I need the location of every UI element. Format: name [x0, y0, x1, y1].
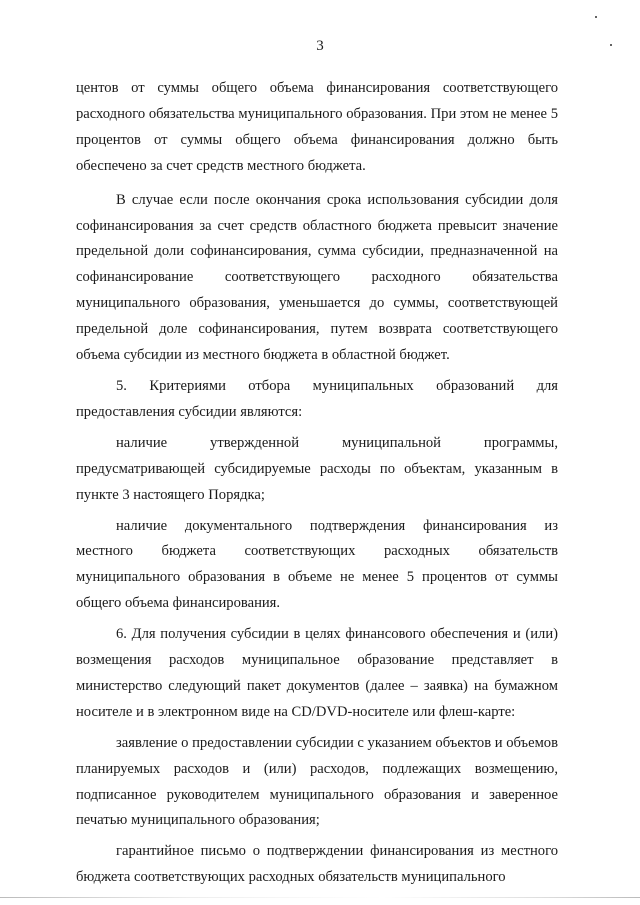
paragraph-selection-criteria: 5. Критериями отбора муниципальных образований для предоставления субсидии являются:: [76, 377, 558, 420]
paragraph-guarantee-letter: гарантийное письмо о подтверждении финансирования из местного бюджета соответствующих расходных обязательств муниципального: [76, 843, 558, 886]
paragraph-continuation: центов от суммы общего объема финансирования соответствующего расходного обязательства муниципального образования. При этом не менее 5 процентов от суммы общего объема финансирования должно быть обеспечено за счет средств местного бюджета.: [76, 80, 558, 174]
scan-speck: [595, 16, 597, 18]
paragraph-application-package: 6. Для получения субсидии в целях финансового обеспечения и (или) возмещения расходов муниципальное образование представляет в министерство следующий пакет документов (далее – заявка) на бумажном носителе и в электронном виде на CD/DVD-носителе или флеш-карте:: [76, 626, 558, 720]
paragraph-application-statement: заявление о предоставлении субсидии с указанием объектов и объемов планируемых расходов и (или) расходов, подлежащих возмещению, подписанное руководителем муниципального образования и заверенное печатью муниципального образования;: [76, 734, 558, 829]
scan-edge-line: [0, 897, 640, 898]
paragraph-criterion-funding: наличие документального подтверждения финансирования из местного бюджета соответствующих расходных обязательств муниципального образования в объеме не менее 5 процентов от суммы общего объема финансирования.: [76, 517, 558, 612]
page-number: 3: [316, 38, 324, 54]
paragraph-criterion-program: наличие утвержденной муниципальной программы, предусматривающей субсидируемые расходы по объектам, указанным в пункте 3 настоящего Порядка;: [76, 434, 558, 503]
paragraph-cofinancing-return: В случае если после окончания срока использования субсидии доля софинансирования за счет средств областного бюджета превысит значение предельной доли софинансирования, сумма субсидии, предназначенной на софинансирование соответствующего расходного обязательства муниципального образования, уменьшается до суммы, соответствующей предельной доле софинансирования, путем возврата соответствующего объема субсидии из местного бюджета в областной бюджет.: [76, 191, 558, 364]
document-body: [76, 76, 558, 891]
scan-speck: [610, 44, 612, 46]
